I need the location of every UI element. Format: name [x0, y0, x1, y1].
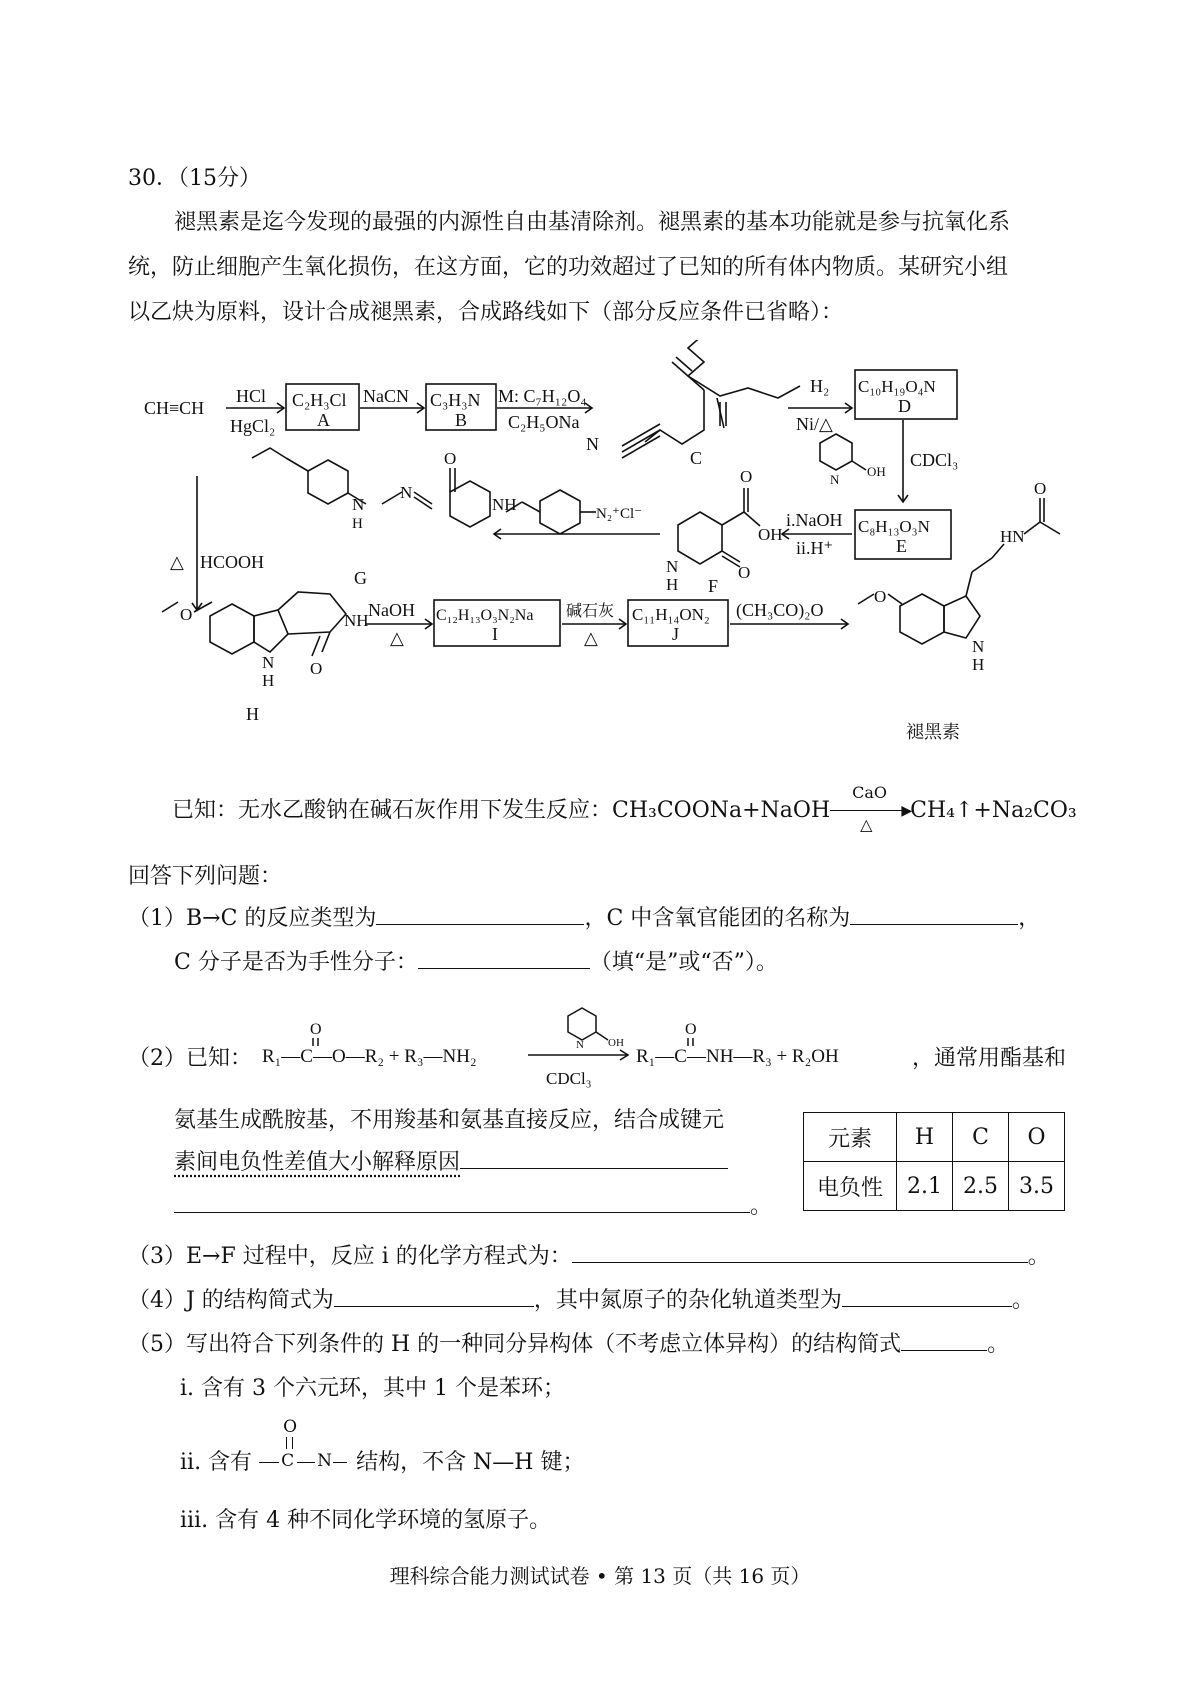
i-label: I	[492, 624, 498, 644]
q1-answer-type[interactable]	[376, 904, 584, 925]
q3-line: （3）E→F 过程中，反应 i 的化学方程式为： 。	[128, 1244, 1050, 1269]
known-cond-top: CaO	[852, 783, 888, 802]
q2-answer-2[interactable]	[174, 1192, 750, 1213]
r8-top: NaOH	[368, 600, 415, 620]
r5-label: CDCl₃	[910, 450, 959, 470]
c-label: C	[690, 448, 703, 468]
r4-top: H₂	[810, 376, 830, 396]
f-ring-o: O	[738, 563, 751, 582]
q1-line1: （1）B→C 的反应类型为 ，C 中含氧官能团的名称为 ，	[128, 906, 1041, 931]
d-label: D	[898, 396, 911, 416]
j-formula: C₁₁H₁₄ON₂	[632, 605, 710, 624]
h-o: O	[180, 605, 193, 624]
f-oh: OH	[758, 525, 783, 544]
table-cell: 3.5	[1009, 1162, 1065, 1211]
c-nitrogen: N	[586, 434, 599, 454]
q1-answer-group[interactable]	[850, 904, 1018, 925]
g-label: G	[354, 568, 367, 588]
a-label: A	[317, 410, 330, 430]
r4-bottom: Ni/△	[796, 414, 833, 434]
q5-condition-1: ⅰ. 含有 3 个六元环，其中 1 个是苯环；	[180, 1376, 565, 1401]
q2-line2: 氨基生成酰胺基，不用羧基和氨基直接反应，结合成键元	[174, 1108, 725, 1133]
r3-top: M: C₇H₁₂O₄	[498, 386, 587, 406]
known-products: CH₄↑+Na₂CO₃	[910, 798, 1077, 823]
h-h: H	[262, 671, 275, 690]
melatonin-h: H	[972, 655, 985, 674]
amide-fragment: O C N	[259, 1451, 349, 1475]
answer-prompt: 回答下列问题：	[128, 864, 283, 889]
h-nh: NH	[344, 611, 369, 630]
b-formula: C₃H₃N	[430, 390, 481, 410]
q3-answer[interactable]	[572, 1242, 1028, 1263]
table-cell: 2.5	[953, 1162, 1009, 1211]
table-cell: O	[1009, 1113, 1065, 1162]
hydroxypyridine-oh: OH	[867, 464, 886, 479]
synthesis-scheme	[0, 340, 1200, 760]
q5-line: （5）写出符合下列条件的 H 的一种同分异构体（不考虑立体异构）的结构简式 。	[128, 1332, 1010, 1357]
g-nh-h: H	[352, 516, 363, 532]
q1-answer-chiral[interactable]	[418, 948, 590, 969]
q2-answer-1[interactable]	[460, 1148, 728, 1169]
q2-line3: 素间电负性差值大小解释原因	[174, 1148, 728, 1176]
page-footer: 理科综合能力测试试卷 • 第 13 页（共 16 页）	[389, 1564, 811, 1588]
table-cell: C	[953, 1113, 1009, 1162]
q2-product-o: O	[685, 1021, 697, 1038]
q2-reactants: R₁—C—O—R₂ + R₃—NH₂	[262, 1046, 477, 1067]
r10-top: (CH₃CO)₂O	[736, 600, 824, 620]
q2-pyridine-oh: OH	[608, 1037, 624, 1049]
e-label: E	[896, 536, 907, 556]
question-header: 30．（15分）	[128, 166, 261, 191]
q5-condition-3: ⅲ. 含有 4 种不同化学环境的氢原子。	[180, 1508, 552, 1533]
r6-top: i.NaOH	[786, 510, 843, 530]
hydroxypyridine-n: N	[830, 472, 840, 487]
f-h: H	[666, 575, 679, 594]
h-n: N	[262, 653, 275, 672]
h-label: H	[246, 704, 259, 724]
r9-bottom: △	[584, 628, 598, 648]
q5-answer[interactable]	[901, 1330, 987, 1351]
table-row	[804, 1162, 1065, 1211]
q2-pyridine-n: N	[576, 1039, 584, 1051]
diazonium-label: N₂⁺Cl⁻	[596, 506, 643, 522]
e-formula: C₈H₁₃O₃N	[858, 517, 930, 536]
q1-line2: C 分子是否为手性分子： （填“是”或“否”）。	[174, 950, 778, 975]
melatonin-n: N	[972, 637, 985, 656]
g-nh: NH	[492, 495, 517, 514]
b-label: B	[455, 410, 468, 430]
electronegativity-table	[803, 1112, 1065, 1211]
known-text: 已知：无水乙酸钠在碱石灰作用下发生反应：CH₃COONa+NaOH	[172, 798, 831, 823]
g-o: O	[444, 449, 457, 468]
r1-bottom: HgCl₂	[230, 416, 276, 436]
table-cell: 2.1	[897, 1162, 953, 1211]
h-o2: O	[310, 659, 323, 678]
r8-bottom: △	[390, 628, 404, 648]
r7-right: HCOOH	[200, 552, 265, 572]
known-arrow: CaO ▶ △	[830, 799, 910, 823]
table-cell: 电负性	[804, 1162, 897, 1211]
q2-prefix: （2）已知：	[128, 1046, 252, 1071]
intro-line-3: 以乙炔为原料，设计合成褪黑素，合成路线如下（部分反应条件已省略）：	[128, 300, 844, 325]
g-n: N	[400, 483, 413, 502]
j-label: J	[672, 624, 680, 644]
a-formula: C₂H₃Cl	[292, 390, 347, 410]
q2-cond: CDCl₃	[546, 1069, 592, 1088]
q2-products: R₁—C—NH—R₃ + R₂OH	[636, 1046, 839, 1067]
intro-line-1: 褪黑素是迄今发现的最强的内源性自由基清除剂。褪黑素的基本功能就是参与抗氧化系	[174, 210, 1011, 235]
q5-condition-2: ⅱ. 含有 O C N 结构，不含 N—H 键；	[180, 1417, 585, 1475]
known-reaction	[172, 783, 1077, 834]
known-cond-bottom: △	[860, 815, 873, 834]
r6-bottom: ii.H⁺	[796, 538, 834, 558]
g-nh-n: N	[352, 495, 365, 514]
acetylene: CH≡CH	[144, 398, 205, 418]
q4-line: （4）J 的结构简式为 ，其中氮原子的杂化轨道类型为 。	[128, 1288, 1034, 1313]
r3-bottom: C₂H₅ONa	[508, 412, 580, 432]
f-nh: N	[666, 557, 679, 576]
r9-top: 碱石灰	[566, 603, 615, 620]
f-carbonyl-o: O	[740, 467, 753, 486]
table-cell: H	[897, 1113, 953, 1162]
q2-tail: ，通常用酯基和	[912, 1046, 1067, 1071]
q2-line4: 。	[174, 1192, 772, 1220]
table-header-row	[804, 1113, 1065, 1162]
q4-answer-hybrid[interactable]	[842, 1286, 1012, 1307]
q2-carbonyl-o: O	[310, 1021, 322, 1038]
q2-reaction	[260, 1000, 910, 1090]
melatonin-label: 褪黑素	[906, 722, 960, 742]
table-cell: 元素	[804, 1113, 897, 1162]
i-formula: C₁₂H₁₃O₃N₂Na	[436, 607, 534, 624]
melatonin-o: O	[874, 587, 887, 606]
melatonin-carbonyl-o: O	[1034, 479, 1047, 498]
intro-line-2: 统，防止细胞产生氧化损伤，在这方面，它的功效超过了已知的所有体内物质。某研究小组	[128, 255, 1009, 280]
q4-answer-structure[interactable]	[334, 1286, 534, 1307]
d-formula: C₁₀H₁₉O₄N	[858, 377, 936, 396]
f-label: F	[708, 576, 719, 596]
r2-top: NaCN	[363, 386, 409, 406]
melatonin-hn: HN	[1000, 527, 1025, 546]
r1-top: HCl	[236, 386, 267, 406]
r7-left: △	[170, 552, 184, 572]
